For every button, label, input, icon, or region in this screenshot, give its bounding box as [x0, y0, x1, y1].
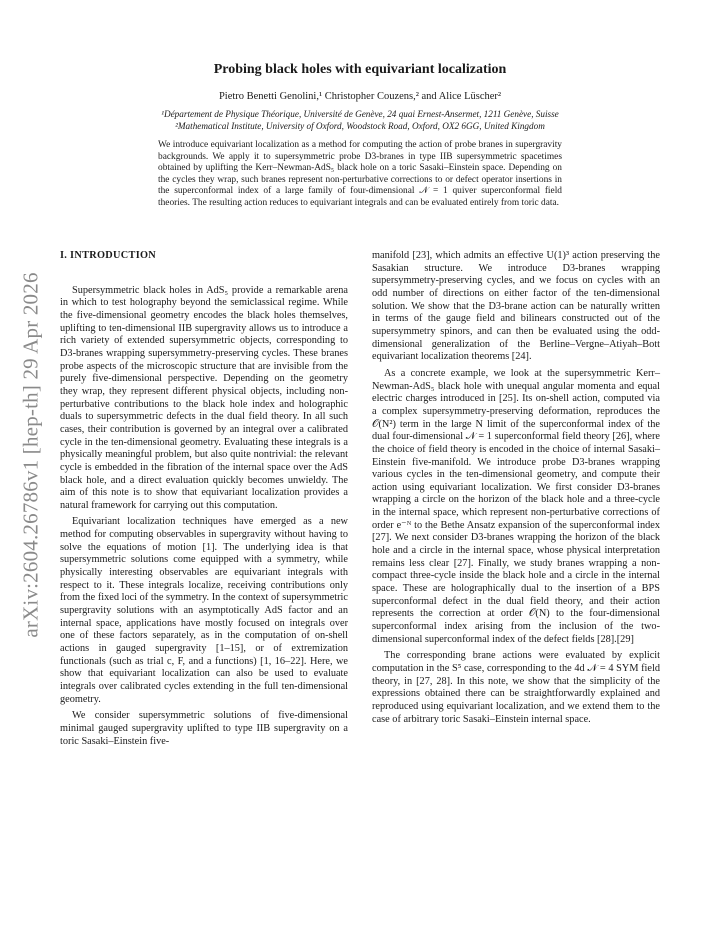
paper-title: Probing black holes with equivariant localization — [213, 62, 507, 77]
arxiv-identifier[interactable]: arXiv:2604.26786v1 [hep-th] 29 Apr 2026 — [18, 272, 43, 638]
section-heading: I. INTRODUCTION — [60, 250, 157, 261]
paragraph: manifold [23], which admits an effective U(1)³ action preserving the Sasakian structure. We introduce D3-branes wrapping supersymmetry-preserving cycles, and we focus on cycles with an odd number of directions on either factor of the ten-dimensional solution. We show that the D3-brane action can be naturally written in terms of the gauge field and bilinears constructed out of the supersymmetry spinors, and can then be evaluated using the odd-dimensional generalization of the Berline–Vergne–Atiyah–Bott equivariant localization theorems [24]. — [372, 250, 660, 363]
right-column — [372, 250, 660, 726]
arxiv-side-stamp — [14, 260, 48, 650]
abstract: We introduce equivariant localization as a method for computing the action of probe branes in supergravity backgrounds. We apply it to supersymmetric probe D3-branes in type IIB supersymmetric spacetimes obtained by uplifting the Kerr–Newman-AdS₅ black hole on a toric Sasaki–Einstein space. Depending on the cycles they wrap, such branes represent non-perturbative corrections to or defect operator insertions in the superconformal index of a large family of four-dimensional 𝒩 = 1 quiver superconformal field theories. The resulting action reduces to equivariant integrals and can be evaluated entirely from toric data. — [158, 140, 562, 208]
paragraph: Supersymmetric black holes in AdS₅ provide a remarkable arena in which to test holography beyond the semiclassical regime. While the five-dimensional geometry encodes the black holes themselves, uplifting to ten-dimensional IIB supergravity allows us to introduce a rich variety of extended supersymmetric objects, corresponding to D3-branes wrapping supersymmetry-preserving cycles. These branes probe aspects of the microscopic structure that are invisible from the purely five-dimensional perspective. Depending on the geometry they wrap, they represent different physical objects, including non-perturbative contributions to the black hole index and holographic duals to supersymmetric defects in the dual field theory. In all such cases, their contribution is governed by an integral over a calibrated cycle in the ten-dimensional geometry. Evaluating these integrals is a physically meaningful problem, but also quite nontrivial: the relevant cycle is embedded in the fibration of the internal space over the AdS black hole, and a direct evaluation quickly becomes unwieldy. The aim of this note is to show that equivariant localization provides a natural framework for carrying out this computation. — [60, 284, 348, 511]
paragraph: We consider supersymmetric solutions of five-dimensional minimal gauged supergravity uplifted to type IIB supergravity on a toric Sasaki–Einstein five- — [60, 710, 348, 747]
paragraph: As a concrete example, we look at the supersymmetric Kerr–Newman-AdS₅ black hole with unequal angular momenta and equal electric charges introduced in [25]. Its on-shell action, computed via a complex supersymmetry-preserving deformation, reproduces the 𝒪(N²) term in the large N limit of the superconformal index of the dual four-dimensional 𝒩 = 1 superconformal field theory [26], where the choice of field theory is encoded in the choice of internal Sasaki–Einstein five-manifold. We introduce probe D3-branes wrapping various cycles in the ten-dimensional geometry, and compute their action using equivariant localization. We first consider D3-branes wrapping a circle on the horizon of the black hole and a three-cycle in the internal space, which represent non-perturbative corrections of order e⁻ᴺ to the Bethe Ansatz expansion of the superconformal index [27]. We next consider D3-branes wrapping the horizon of the black hole and a circle in the internal space, whose physical interpretation remains less clear [27]. Finally, we study branes wrapping a non-compact three-cycle inside the black hole and a circle in the internal space. These are holographically dual to the insertion of a BPS superconformal defect in the dual field theory, and their action represents the correction at order 𝒪(N) to the four-dimensional superconformal index arising from the inclusion of the two-dimensional superconformal index of the defect fields [28].[29] — [372, 367, 660, 645]
author-list: Pietro Benetti Genolini,¹ Christopher Couzens,² and Alice Lüscher² — [218, 91, 502, 102]
paragraph: The corresponding brane actions were evaluated by explicit computation in the S⁵ case, corresponding to the 4d 𝒩 = 4 SYM field theory, in [27, 28]. In this note, we show that the simplicity of the expressions obtained there can be straightforwardly explained and reproduced using equivariant localization, and we extend them to the case of arbitrary toric Sasaki–Einstein internal space. — [372, 650, 660, 725]
left-column — [60, 250, 348, 748]
affiliation: ¹Département de Physique Théorique, Université de Genève, 24 quai Ernest-Ansermet, 1211 Genève, Suisse — [161, 109, 559, 119]
paragraph: Equivariant localization techniques have emerged as a new method for computing observables in supergravity without having to solve the equations of motion [1]. The underlying idea is that supersymmetric solutions come equipped with a symmetry, while physically interesting observables are equivariant integrals with respect to it. These integrals localize, receiving contributions only from the fixed loci of the symmetry. In the context of supersymmetric supergravity solutions with an asymptotically AdS factor and an internal space, applications have mostly focused on integrals over one of these factors separately, as in the computation of on-shell actions in gauged supergravity [1–15], or of extremization functionals (such as trial c, F, and a functions) [1, 16–22]. Here, we show that equivariant localization can also be used to evaluate integrals over calibrated cycles extending in the full ten-dimensional geometry. — [60, 516, 348, 705]
affiliation: ²Mathematical Institute, University of Oxford, Woodstock Road, Oxford, OX2 6GG, United Kingdom — [175, 121, 545, 131]
